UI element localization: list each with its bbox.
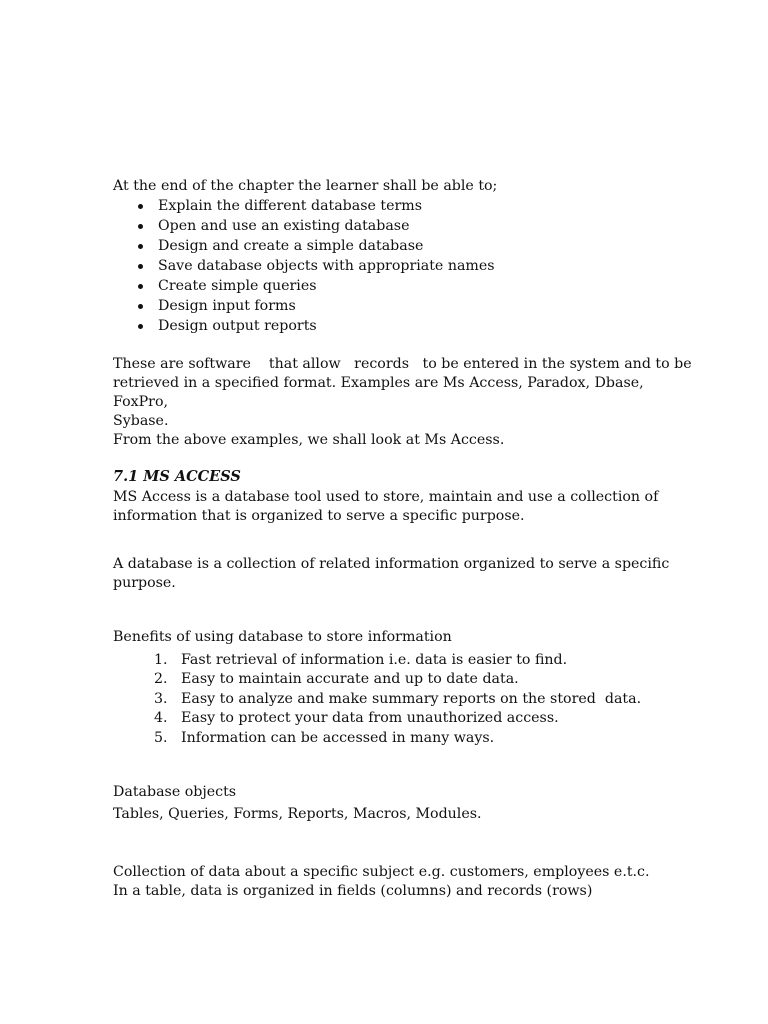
section-heading: 7.1 MS ACCESS — [113, 468, 241, 485]
objectives-section — [113, 176, 673, 336]
objective-item — [113, 316, 673, 336]
benefit-text: Information can be accessed in many ways. — [181, 729, 495, 746]
objective-text: Explain the different database terms — [158, 198, 423, 214]
objective-text: Design input forms — [158, 298, 296, 314]
bullet-icon — [138, 224, 143, 229]
objective-text: Design and create a simple database — [158, 238, 424, 254]
benefit-number: 2. — [154, 671, 168, 688]
database-objects-section — [113, 782, 673, 824]
objective-item — [113, 236, 673, 256]
objectives-intro: At the end of the chapter the learner shall be able to; — [113, 178, 498, 194]
benefit-number: 3. — [154, 690, 168, 707]
objective-text: Create simple queries — [158, 278, 317, 294]
ms-access-line-1: MS Access is a database tool used to store, maintain and use a collection of — [113, 489, 659, 505]
benefit-item — [113, 651, 673, 670]
objective-item — [113, 196, 673, 216]
software-line-3: Sybase. — [113, 413, 169, 429]
benefit-text: Fast retrieval of information i.e. data is easier to find. — [181, 652, 568, 668]
benefits-list — [113, 651, 673, 748]
ms-access-section — [113, 466, 673, 526]
software-paragraph — [113, 355, 692, 450]
bullet-icon — [138, 244, 143, 249]
software-line-2: retrieved in a specified format. Examples are Ms Access, Paradox, Dbase, FoxPro, — [113, 375, 644, 410]
tables-line-2: In a table, data is organized in fields (columns) and records (rows) — [113, 883, 593, 899]
objective-item — [113, 296, 673, 316]
benefit-number: 1. — [154, 652, 168, 668]
benefit-item — [113, 729, 673, 748]
benefit-number: 5. — [154, 729, 168, 746]
benefit-number: 4. — [154, 710, 168, 727]
database-def-line-2: purpose. — [113, 575, 176, 591]
benefit-item — [113, 709, 673, 728]
benefit-item — [113, 670, 673, 689]
tables-section — [113, 863, 673, 901]
objective-text: Open and use an existing database — [158, 218, 410, 234]
objectives-list — [113, 196, 673, 336]
database-definition — [113, 555, 673, 593]
objective-text: Save database objects with appropriate names — [158, 258, 495, 274]
objective-text: Design output reports — [158, 318, 317, 334]
objective-item — [113, 256, 673, 276]
benefit-text: Easy to analyze and make summary reports on the stored data. — [181, 690, 642, 707]
bullet-icon — [138, 264, 143, 269]
benefits-title: Benefits of using database to store information — [113, 629, 452, 645]
bullet-icon — [138, 284, 143, 289]
software-line-4: From the above examples, we shall look at Ms Access. — [113, 432, 505, 448]
bullet-icon — [138, 204, 143, 209]
bullet-icon — [138, 324, 143, 329]
benefit-item — [113, 690, 673, 709]
benefit-text: Easy to protect your data from unauthorized access. — [181, 710, 559, 727]
bullet-icon — [138, 304, 143, 309]
objective-item — [113, 276, 673, 296]
objects-title: Database objects — [113, 784, 237, 800]
objects-list: Tables, Queries, Forms, Reports, Macros, Modules. — [113, 806, 482, 822]
software-line-1: These are software that allow records to be entered in the system and to be — [113, 356, 692, 372]
ms-access-line-2: information that is organized to serve a specific purpose. — [113, 508, 525, 524]
objective-item — [113, 216, 673, 236]
benefits-section — [113, 627, 673, 748]
database-def-line-1: A database is a collection of related information organized to serve a specific — [113, 556, 670, 572]
benefit-text: Easy to maintain accurate and up to date data. — [181, 671, 519, 688]
tables-line-1: Collection of data about a specific subject e.g. customers, employees e.t.c. — [113, 864, 650, 880]
